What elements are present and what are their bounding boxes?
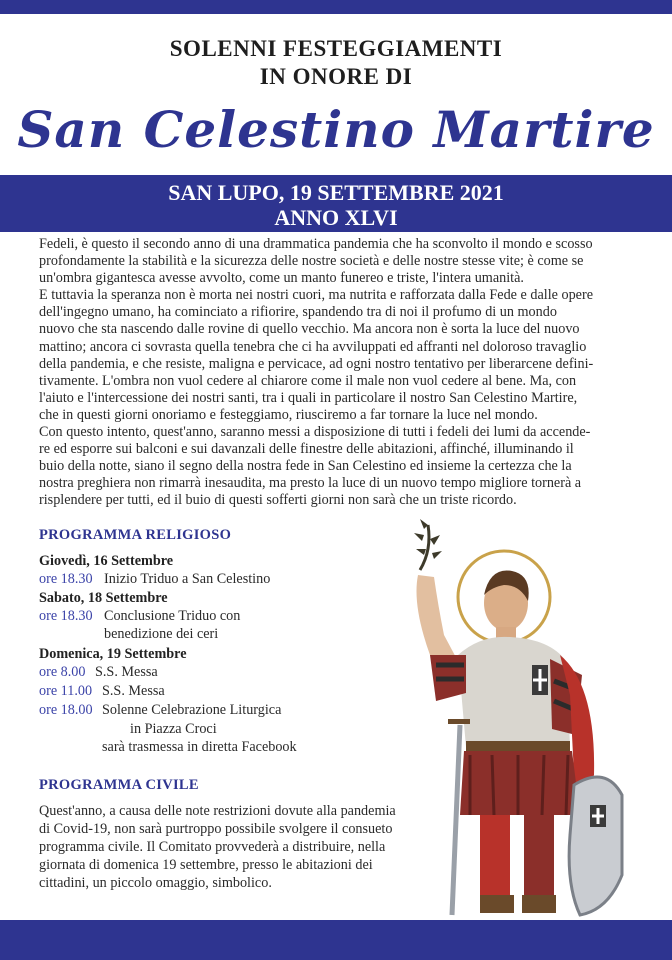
civil-line: giornata di domenica 19 settembre, presso le abitazioni dei [39,857,373,873]
header-line-2: IN ONORE DI [259,64,413,89]
civil-line: cittadini, un piccolo omaggio, simbolico. [39,875,272,891]
program-event: S.S. Messa [102,683,165,699]
intro-line: tivamente. L'ombra non vuol cedere al chiarore come il male non vuol cedere al bene. Ma, con [39,372,577,389]
intro-line: nostra preghiera non rimarrà inesaudita, ma presto la luce di un nuovo tempo migliore tornerà a [39,475,582,492]
intro-line: un'ombra gigantesca avesse avvolto, come un manto funereo e triste, l'intera umanità. [39,270,524,287]
intro-line: buio della notte, siano il segno della nostra fede in San Celestino ed insieme la certezza che la [39,458,572,475]
intro-line: mattino; ancora ci sovrasta quella tenebra che ci ha avviluppati ed affranti nel doloroso travaglio [39,338,587,355]
civil-program-heading: PROGRAMMA CIVILE [39,777,199,793]
intro-line: della pandemia, e che resiste, maligna e pervicace, ad ogni nostro tentativo per liberarcene defini- [39,355,594,372]
intro-line: risplendere per tutti, ed il buio di questi sofferti giorni non sarà che un triste ricordo. [39,492,517,509]
program-event: Solenne Celebrazione Liturgica [102,702,282,718]
intro-line: Fedeli, è questo il secondo anno di una drammatica pandemia che ha sconvolto il mondo e scosso [39,236,593,252]
edition-year: ANNO XLVI [274,205,398,230]
intro-line: nuovo che sta nascendo dalle rovine di quello vecchio. Ma ancora non è sorta la luce del nuovo [39,321,580,338]
program-time: ore 18.30 [39,571,93,587]
program-event-continuation: sarà trasmessa in diretta Facebook [102,739,297,755]
program-event: Conclusione Triduo con [104,608,241,624]
intro-line: che in questi giorni onoriamo e festeggiamo, riusciremo a far tornare la luce nel mondo. [39,406,538,423]
intro-line: re ed esporre sui balconi e sui davanzali delle finestre delle abitazioni, affinché, illuminando il [39,441,574,458]
religious-program-heading: PROGRAMMA RELIGIOSO [39,527,232,543]
program-event-continuation: benedizione dei ceri [104,626,219,642]
program-time: ore 18.00 [39,702,93,718]
civil-line: di Covid-19, non sarà purtroppo possibile svolgere il consueto [39,821,393,837]
program-day: Giovedì, 16 Settembre [39,553,174,569]
intro-line: profondamente la stabilità e la sicurezza delle nostre società e delle nostre stesse vite; è come se [39,253,584,270]
header-line-1: SOLENNI FESTEGGIAMENTI [169,36,503,61]
intro-line: dell'ingegno umano, ha cominciato a rifiorire, spandendo tra di noi il profumo di un mondo [39,304,557,321]
program-event: Inizio Triduo a San Celestino [104,571,271,587]
civil-program-text [39,802,409,892]
intro-text [39,236,635,510]
intro-line: l'aiuto e l'intercessione dei nostri santi, tra i quali in particolare il nostro San Celestino Martire, [39,389,578,406]
saint-statue-image [400,515,672,920]
program-time: ore 18.30 [39,608,93,624]
civil-line: Quest'anno, a causa delle note restrizioni dovute alla pandemia [39,803,396,819]
bottom-color-bar [0,920,672,960]
intro-line: E tuttavia la speranza non è morta nei nostri cuori, ma nutrita e rafforzata dalla Fede e dalle opere [39,287,593,304]
event-date: SAN LUPO, 19 SETTEMBRE 2021 [168,180,504,205]
program-time: ore 11.00 [39,683,93,699]
program-time: ore 8.00 [39,664,86,680]
program-day: Domenica, 19 Settembre [39,646,187,662]
program-event: S.S. Messa [95,664,158,680]
civil-line: programma civile. Il Comitato provvederà a distribuire, nella [39,839,386,855]
saint-name-title: San Celestino Martire [17,100,655,159]
program-event-continuation: in Piazza Croci [130,721,217,737]
program-day: Sabato, 18 Settembre [39,590,168,606]
top-color-bar [0,0,672,14]
intro-line: Con questo intento, quest'anno, saranno messi a disposizione di tutti i fedeli dei lumi da accende- [39,424,591,441]
